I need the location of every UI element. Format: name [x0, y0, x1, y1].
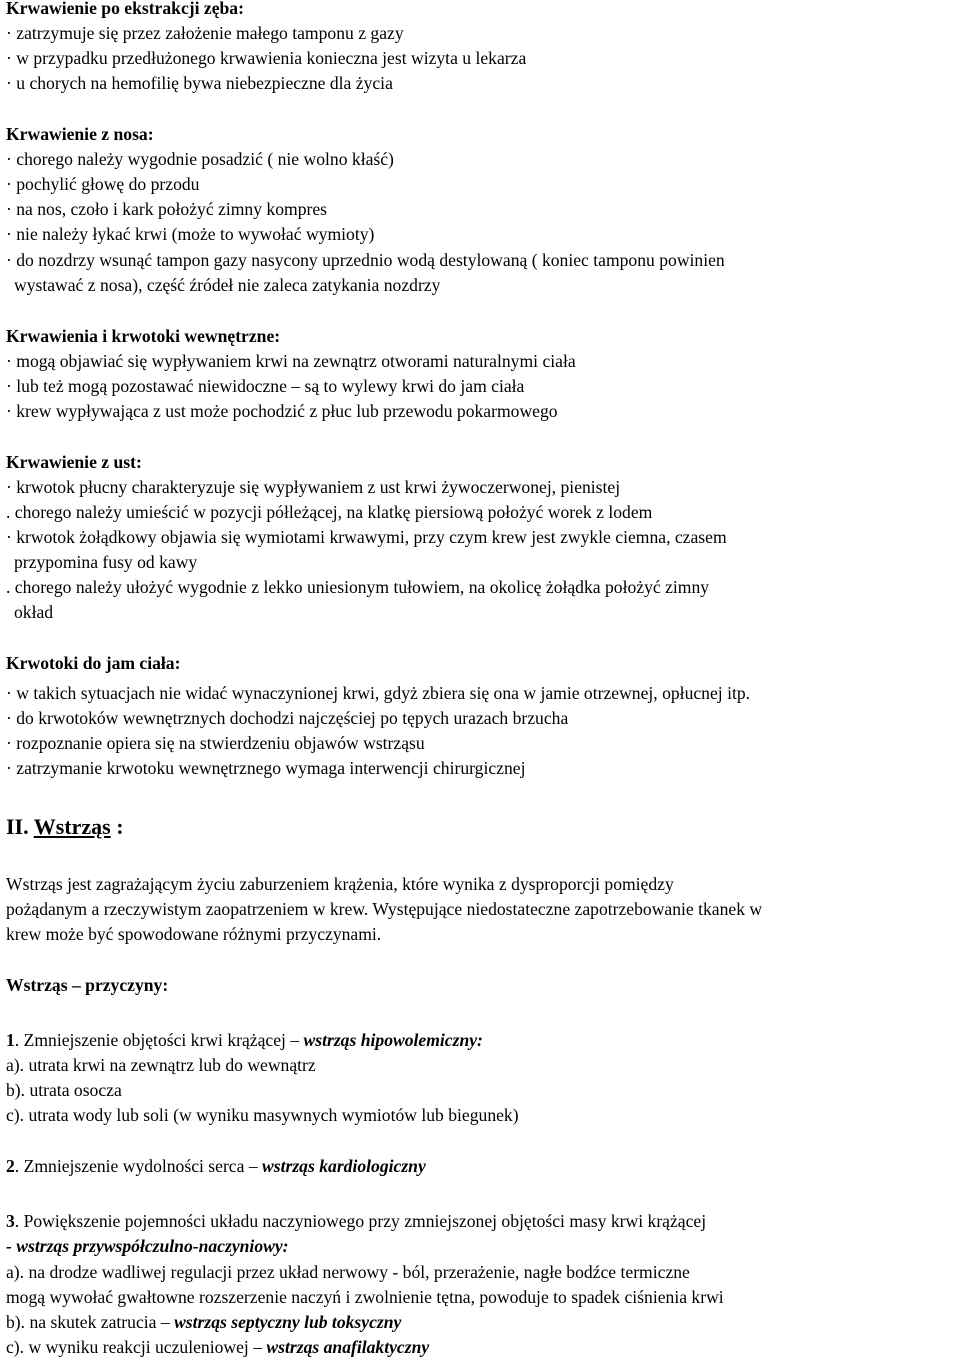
section-heading-tooth-extraction: Krwawienie po ekstrakcji zęba:	[6, 0, 244, 18]
cause-number: 1	[6, 1030, 15, 1050]
list-item: · mogą objawiać się wypływaniem krwi na zewnątrz otworami naturalnymi ciała	[6, 351, 576, 371]
shock-type: wstrząs kardiologiczny	[262, 1156, 426, 1176]
list-item: · w przypadku przedłużonego krwawienia konieczna jest wizyta u lekarza	[6, 48, 527, 68]
list-item: · krwotok płucny charakteryzuje się wypływaniem z ust krwi żywoczerwonej, pienistej	[6, 477, 621, 497]
list-item: · chorego należy wygodnie posadzić ( nie wolno kłaść)	[6, 149, 394, 169]
cause-text: . Powiększenie pojemności układu naczyniowego przy zmniejszonej objętości masy krwi krążącej	[14, 1211, 707, 1231]
cause-2	[6, 1156, 426, 1177]
cause-number: 2	[6, 1156, 15, 1176]
shock-type: wstrząs septyczny lub toksyczny	[174, 1312, 402, 1332]
sub-item: b). utrata osocza	[6, 1080, 122, 1100]
section-heading-mouth-bleeding: Krwawienie z ust:	[6, 452, 142, 472]
list-item: . chorego należy umieścić w pozycji półleżącej, na klatkę piersiową położyć worek z lodem	[6, 502, 653, 522]
cause-3	[6, 1211, 706, 1232]
chapter-heading	[6, 814, 124, 840]
chapter-number: II.	[6, 814, 34, 839]
sub-item-text: b). na skutek zatrucia –	[6, 1312, 175, 1332]
sub-item: c). utrata wody lub soli (w wyniku masywnych wymiotów lub biegunek)	[6, 1105, 519, 1125]
causes-heading: Wstrząs – przyczyny:	[6, 975, 169, 995]
cause-number: 3	[6, 1211, 15, 1231]
list-item-continuation: okład	[14, 602, 54, 622]
list-item: · rozpoznanie opiera się na stwierdzeniu objawów wstrząsu	[6, 733, 425, 753]
paragraph-line: pożądanym a rzeczywistym zaopatrzeniem w krew. Występujące niedostateczne zapotrzebowanie tkanek w	[6, 899, 763, 919]
list-item: · na nos, czoło i kark położyć zimny kompres	[6, 199, 328, 219]
list-item: · pochylić głowę do przodu	[6, 174, 200, 194]
list-item: . chorego należy ułożyć wygodnie z lekko uniesionym tułowiem, na okolicę żołądka położyć zimny	[6, 577, 710, 597]
cause-text: . Zmniejszenie wydolności serca –	[14, 1156, 263, 1176]
list-item: · nie należy łykać krwi (może to wywołać wymioty)	[6, 224, 375, 244]
paragraph-line: Wstrząs jest zagrażającym życiu zaburzeniem krążenia, które wynika z dysproporcji pomiędzy	[6, 874, 674, 894]
section-heading-nosebleed: Krwawienie z nosa:	[6, 124, 154, 144]
list-item: · krwotok żołądkowy objawia się wymiotami krwawymi, przy czym krew jest zwykle ciemna, czasem	[6, 527, 727, 547]
list-item: · zatrzymuje się przez założenie małego tamponu z gazy	[6, 23, 404, 43]
chapter-colon: :	[110, 814, 124, 839]
list-item: · lub też mogą pozostawać niewidoczne – są to wylewy krwi do jam ciała	[6, 376, 525, 396]
sub-item-text: c). w wyniku reakcji uczuleniowej –	[6, 1337, 267, 1357]
sub-item	[6, 1312, 401, 1333]
cause-text: . Zmniejszenie objętości krwi krążącej –	[14, 1030, 304, 1050]
list-item: · do krwotoków wewnętrznych dochodzi najczęściej po tępych urazach brzucha	[6, 708, 569, 728]
sub-item: a). utrata krwi na zewnątrz lub do wewnątrz	[6, 1055, 316, 1075]
section-heading-body-cavity-bleeding: Krwotoki do jam ciała:	[6, 653, 181, 673]
sub-item: a). na drodze wadliwej regulacji przez układ nerwowy - ból, przerażenie, nagłe bodźce termiczne	[6, 1262, 690, 1282]
list-item: · zatrzymanie krwotoku wewnętrznego wymaga interwencji chirurgicznej	[6, 758, 526, 778]
list-item: · do nozdrzy wsunąć tampon gazy nasycony uprzednio wodą destylowaną ( koniec tamponu powinien	[6, 250, 725, 270]
list-item: · u chorych na hemofilię bywa niebezpieczne dla życia	[6, 73, 393, 93]
section-heading-internal-bleeding: Krwawienia i krwotoki wewnętrzne:	[6, 326, 281, 346]
list-item-continuation: przypomina fusy od kawy	[14, 552, 198, 572]
list-item: · krew wypływająca z ust może pochodzić z płuc lub przewodu pokarmowego	[6, 401, 558, 421]
list-item-continuation: wystawać z nosa), część źródeł nie zaleca zatykania nozdrzy	[14, 275, 441, 295]
list-item: · w takich sytuacjach nie widać wynaczynionej krwi, gdyż zbiera się ona w jamie otrzewnej, opłucnej itp.	[6, 683, 751, 703]
paragraph-line: krew może być spowodowane różnymi przyczynami.	[6, 924, 382, 944]
shock-type: - wstrząs przywspółczulno-naczyniowy:	[6, 1236, 289, 1256]
cause-1	[6, 1030, 483, 1051]
shock-type: wstrząs anafilaktyczny	[266, 1337, 430, 1357]
chapter-title: Wstrząs	[33, 814, 111, 839]
shock-type: wstrząs hipowolemiczny:	[303, 1030, 483, 1050]
sub-item	[6, 1337, 429, 1358]
sub-item: mogą wywołać gwałtowne rozszerzenie naczyń i zwolnienie tętna, powoduje to spadek ciśnienia krwi	[6, 1287, 724, 1307]
